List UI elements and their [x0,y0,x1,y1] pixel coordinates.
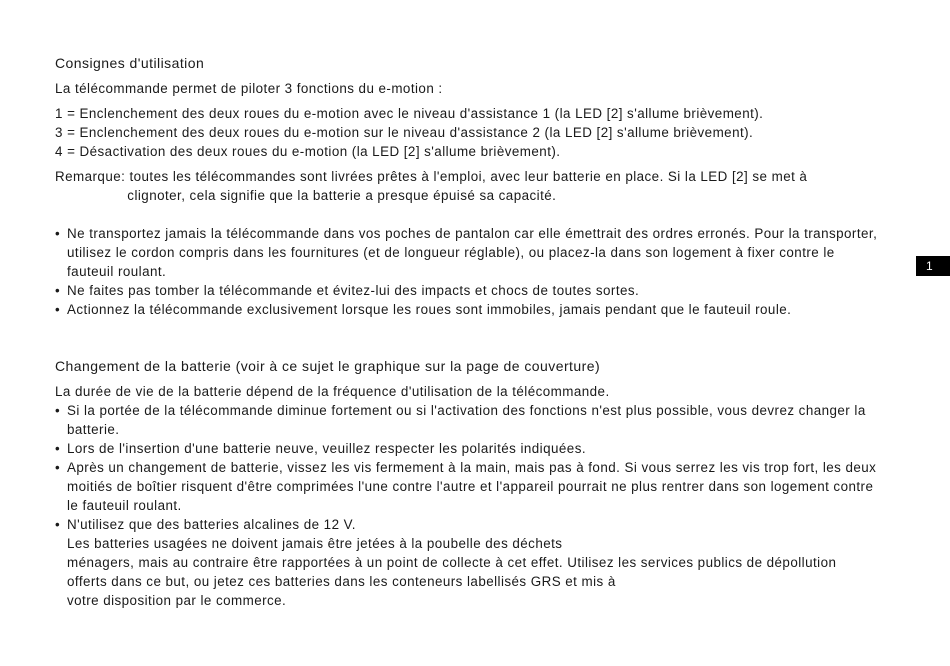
remark-line: clignoter, cela signifie que la batterie a presque épuisé sa capacité. [127,188,557,203]
list-item-line: Si la portée de la télécommande diminue fortement ou si l'activation des fonctions n'est plus possible, vous devrez changer la [67,403,866,418]
list-item-line: N'utilisez que des batteries alcalines de 12 V. [67,517,356,532]
function-line: 3 = Enclenchement des deux roues du e-motion sur le niveau d'assistance 2 (la LED [2] s'allume brièvement). [55,125,754,140]
battery-intro: La durée de vie de la batterie dépend de la fréquence d'utilisation de la télécommande. [55,384,610,399]
list-item-line: Ne transportez jamais la télécommande dans vos poches de pantalon car elle émettrait des ordres erronés. Pour la transporter, [67,226,878,241]
list-item-line: ménagers, mais au contraire être rapportées à un point de collecte à cet effet. Utilisez les services publics de dépollution [67,555,837,570]
remark [55,167,905,205]
battery-heading: Changement de la batterie (voir à ce sujet le graphique sur la page de couverture) [55,358,601,374]
list-item [55,458,905,515]
list-item-line: Ne faites pas tomber la télécommande et évitez-lui des impacts et chocs de toutes sortes. [67,283,640,298]
list-item-line: le fauteuil roulant. [67,498,182,513]
bullet-marker: • [55,517,61,532]
list-item-line: Les batteries usagées ne doivent jamais être jetées à la poubelle des déchets [67,536,563,551]
function-line: 1 = Enclenchement des deux roues du e-motion avec le niveau d'assistance 1 (la LED [2] s'allume brièvement). [55,106,764,121]
list-item-line: Lors de l'insertion d'une batterie neuve, veuillez respecter les polarités indiquées. [67,441,587,456]
list-item-line: Actionnez la télécommande exclusivement lorsque les roues sont immobiles, jamais pendant que le fauteuil roule. [67,302,792,317]
bullet-marker: • [55,460,61,475]
list-item-line: utilisez le cordon compris dans les fournitures (et de longueur réglable), ou placez-la dans son logement à fixer contre le [67,245,835,260]
remark-line: toutes les télécommandes sont livrées prêtes à l'emploi, avec leur batterie en place. Si la LED [2] se met à [129,169,808,184]
bullet-marker: • [55,283,61,298]
list-item-line: votre disposition par le commerce. [67,593,287,608]
bullet-marker: • [55,403,61,418]
list-item [55,300,905,319]
page-number-tab: 1 [916,256,950,276]
list-item-line: Après un changement de batterie, vissez les vis fermement à la main, mais pas à fond. Si vous serrez les vis trop fort, les deux [67,460,877,475]
list-item-line: offerts dans ce but, ou jetez ces batteries dans les conteneurs labellisés GRS et mis à [67,574,616,589]
list-item-line: moitiés de boîtier risquent d'être comprimées l'une contre l'autre et l'appareil pourrait ne plus rentrer dans son logement contre [67,479,874,494]
bullet-marker: • [55,302,61,317]
document-page [55,54,905,610]
list-item-line: batterie. [67,422,120,437]
bullet-marker: • [55,226,61,241]
usage-heading: Consignes d'utilisation [55,55,205,71]
list-item [55,515,905,610]
remark-label: Remarque: [55,169,126,184]
list-item [55,439,905,458]
function-line: 4 = Désactivation des deux roues du e-motion (la LED [2] s'allume brièvement). [55,144,561,159]
list-item [55,281,905,300]
list-item [55,401,905,439]
list-item [55,224,905,281]
bullet-marker: • [55,441,61,456]
usage-intro: La télécommande permet de piloter 3 fonctions du e-motion : [55,81,443,96]
list-item-line: fauteuil roulant. [67,264,167,279]
